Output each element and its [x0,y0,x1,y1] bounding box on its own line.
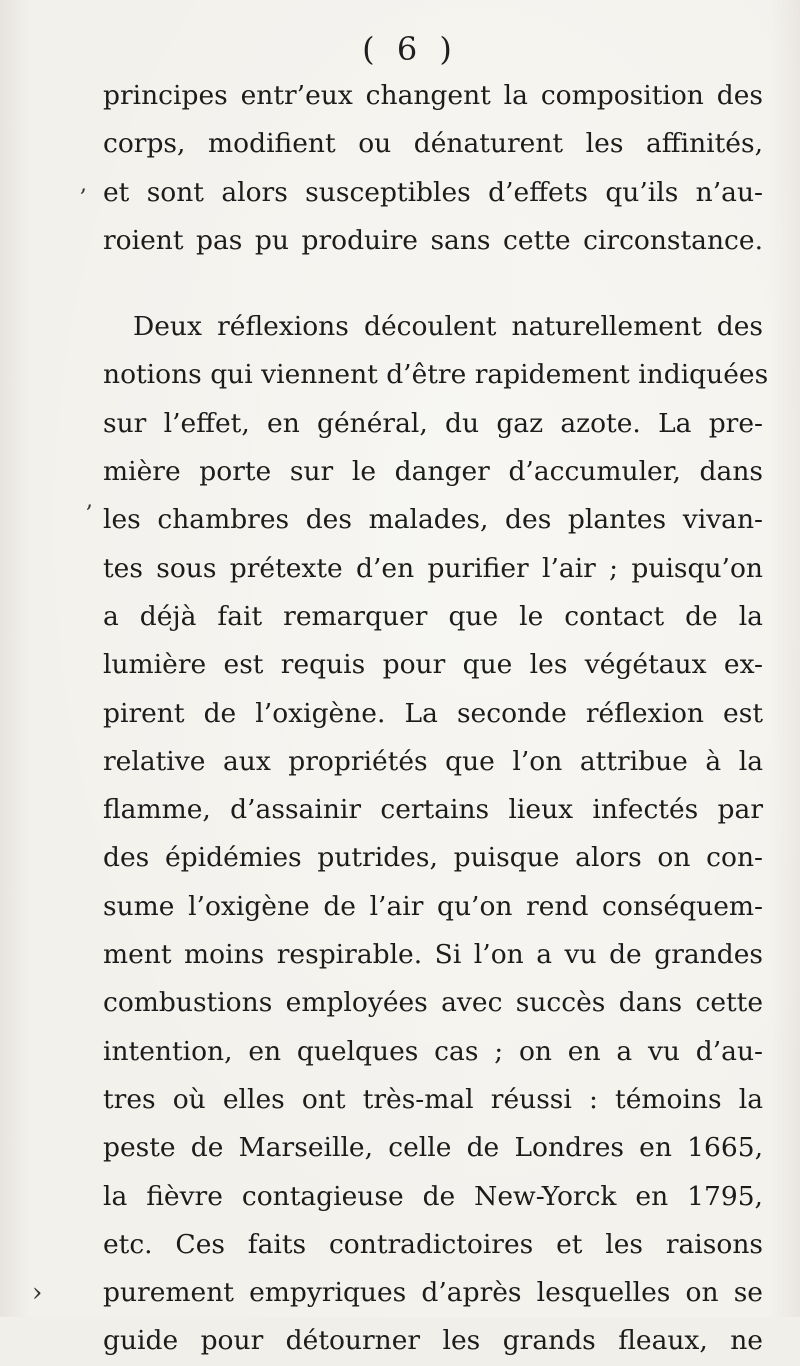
page-number: ( 6 ) [362,30,458,68]
text-line: mière porte sur le danger d’accumuler, dans [103,456,763,488]
text-line: principes entr’eux changent la composition des [103,80,763,111]
text-line: Deux réflexions découlent naturellement des [133,311,763,343]
text-line: guide pour détourner les grands fleaux, ne [103,1325,763,1357]
margin-mark: , [80,172,87,197]
body-text [103,72,769,1366]
text-line: flamme, d’assainir certains lieux infectés par [103,794,763,826]
text-line: pirent de l’oxigène. La seconde réflexion est [103,697,763,729]
text-line: a déjà fait remarquer que le contact de la [103,600,763,632]
text-line: combustions employées avec succès dans cette [103,987,763,1019]
text-line: etc. Ces faits contradictoires et les raisons [103,1228,763,1260]
text-line: la fièvre contagieuse de New-Yorck en 1795, [103,1180,763,1212]
text-line: corps, modifient ou dénaturent les affinités, [103,128,763,160]
text-line: les chambres des malades, des plantes vivan- [103,504,763,536]
text-line: tres où elles ont très-mal réussi : témoins la [103,1083,763,1115]
paragraph-gap [103,265,763,303]
paragraph-2 [103,303,769,1366]
text-line: ment moins respirable. Si l’on a vu de grandes [103,939,763,971]
text-line: peste de Marseille, celle de Londres en 1665, [103,1132,763,1164]
text-line: des épidémies putrides, puisque alors on con- [103,842,763,874]
text-line: sume l’oxigène de l’air qu’on rend conséquem- [103,890,763,922]
text-line: lumière est requis pour que les végétaux ex- [103,649,763,681]
paragraph-1 [103,72,763,265]
text-line: et sont alors susceptibles d’effets qu’ils n’au- [103,176,763,208]
text-line: tes sous prétexte d’en purifier l’air ; puisqu’on [103,552,763,584]
text-line: purement empyriques d’après lesquelles on se [103,1277,763,1309]
margin-mark: , [86,488,93,513]
text-line: roient pas pu produire sans cette circonstance. [103,224,763,256]
text-line: notions qui viennent d’être rapidement indiquées [103,359,769,391]
text-line: sur l’effet, en général, du gaz azote. La pre- [103,407,763,439]
margin-mark: › [32,1278,43,1308]
text-line: intention, en quelques cas ; on en a vu d’au- [103,1035,763,1067]
text-line: relative aux propriétés que l’on attribue à la [103,745,763,777]
